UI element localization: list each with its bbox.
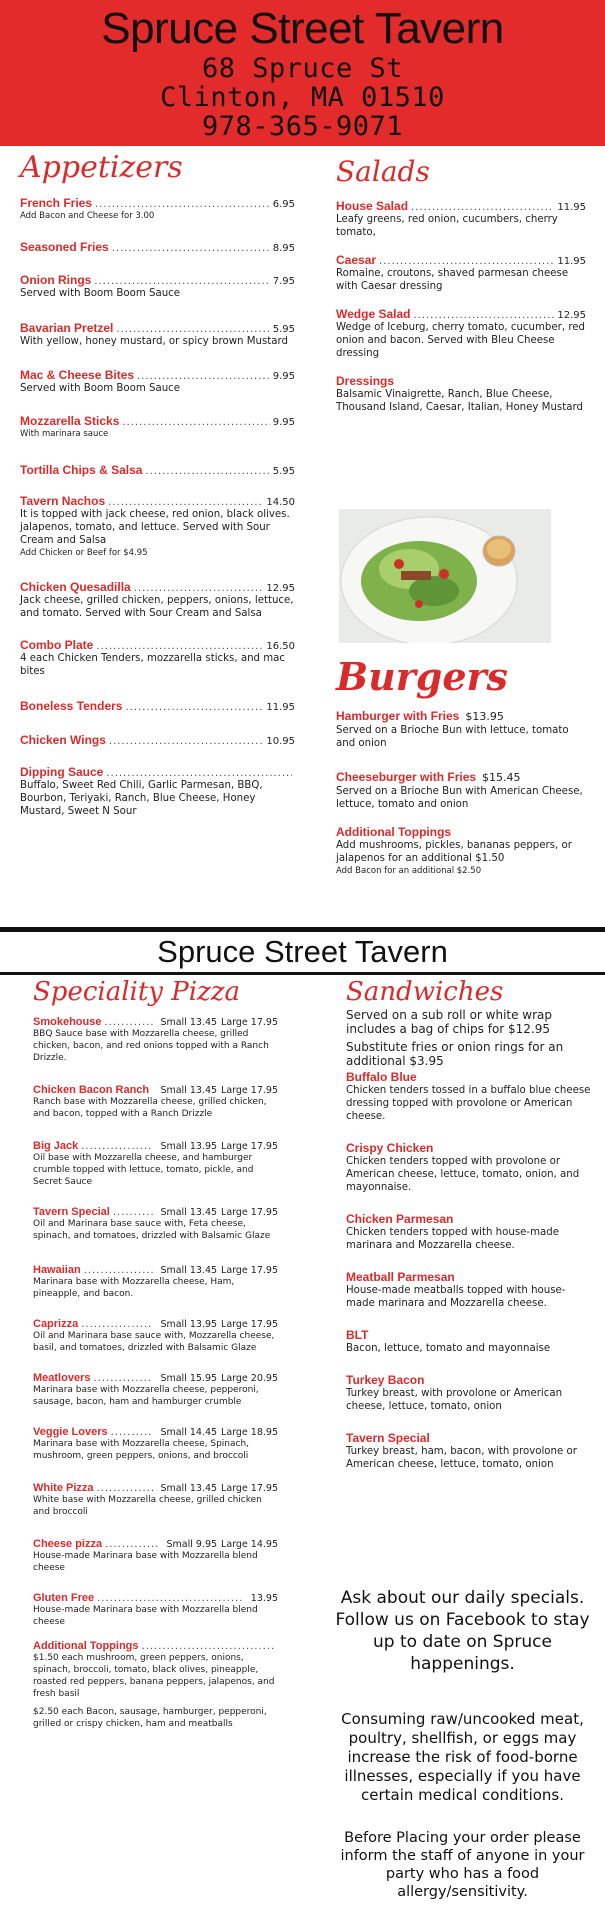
pizza-name: Hawaiian — [33, 1264, 81, 1276]
menu-item-description: Served with Boom Boom Sauce — [20, 288, 181, 299]
pizza-toppings-desc2: $2.50 each Bacon, sausage, hamburger, pepperoni, grilled or crispy chicken, ham and meatballs — [33, 1707, 267, 1729]
sandwich-name: Crispy Chicken — [346, 1141, 434, 1155]
menu-item-description: Served with Boom Boom Sauce — [20, 383, 181, 394]
pizza-item-row — [33, 1538, 278, 1550]
pizza-item — [33, 1426, 278, 1462]
salad-item — [336, 199, 586, 239]
sandwich-intro: Served on a sub roll or white wrap includes a bag of chips for $12.95 — [346, 1008, 553, 1036]
menu-item-description: It is topped with jack cheese, red onion, black olives. jalapenos, tomato, and lettuce. Served with Sour Cream and Salsa — [20, 509, 290, 546]
menu-item-name: Mozzarella Sticks — [20, 414, 120, 428]
menu-item-row — [20, 196, 295, 210]
menu-item-note: Add Chicken or Beef for $4.95 — [20, 548, 148, 558]
pizza-title: Speciality Pizza — [33, 977, 240, 1007]
pizza-small-price: Small 15.95 — [160, 1373, 218, 1384]
leader-dots — [116, 324, 269, 335]
pizza-name: Meatlovers — [33, 1372, 91, 1384]
pizza-name: Smokehouse — [33, 1016, 102, 1028]
burgers-title: Burgers — [336, 654, 508, 699]
pizza-small-price: Small 13.45 — [160, 1017, 218, 1028]
menu-item — [20, 240, 295, 254]
pizza-name: Chicken Bacon Ranch — [33, 1084, 150, 1096]
sandwich-name: Buffalo Blue — [346, 1070, 417, 1084]
menu-item — [20, 699, 295, 713]
specials-note: Ask about our daily specials. Follow us on Facebook to stay up to date on Spruce happenings. — [335, 1588, 590, 1674]
burgers-section — [336, 655, 586, 877]
menu-item-row — [20, 765, 295, 779]
sandwich-name: Chicken Parmesan — [346, 1212, 454, 1226]
menu-item-price: 11.95 — [266, 702, 295, 713]
sandwich-name: Meatball Parmesan — [346, 1270, 455, 1284]
pizza-item-row — [33, 1140, 278, 1152]
pizza-large-price: 13.95 — [250, 1593, 278, 1604]
leader-dots — [81, 1141, 153, 1152]
pizza-item-row — [33, 1318, 278, 1330]
menu-item-price: 5.95 — [272, 324, 295, 335]
pizza-item-row — [33, 1206, 278, 1218]
pizza-toppings-desc: $1.50 each mushroom, green peppers, onions, spinach, broccoli, tomato, black olives, pineapple, roasted red peppers, banana peppers, jalapenos, and fresh basil — [33, 1653, 275, 1699]
menu-item-price: 6.95 — [272, 199, 295, 210]
pizza-description: Ranch base with Mozzarella cheese, grilled chicken, and bacon, topped with a Ranch Drizzle — [33, 1097, 267, 1119]
salad-item-row — [336, 199, 586, 213]
menu-item-price: 12.95 — [266, 583, 295, 594]
salad-price: 11.95 — [557, 256, 586, 267]
leader-dots — [137, 371, 270, 382]
menu-item — [20, 414, 295, 440]
menu-item-name: Boneless Tenders — [20, 699, 123, 713]
pizza-name: White Pizza — [33, 1482, 94, 1494]
leader-dots — [122, 417, 269, 428]
leader-dots — [97, 1483, 154, 1494]
menu-item-description: With yellow, honey mustard, or spicy brown Mustard — [20, 336, 289, 347]
menu-item-price: 5.95 — [272, 466, 295, 477]
menu-item — [20, 463, 295, 477]
leader-dots — [108, 497, 263, 508]
salad-item-row — [336, 253, 586, 267]
appetizers-title: Appetizers — [20, 150, 183, 185]
pizza-item-row — [33, 1372, 278, 1384]
leader-dots — [93, 1373, 153, 1384]
pizza-item — [33, 1592, 278, 1628]
burger-price: $13.95 — [465, 710, 504, 723]
sandwich-item — [346, 1141, 591, 1194]
menu-item — [20, 580, 295, 620]
pizza-large-price: Large 17.95 — [221, 1483, 278, 1494]
pizza-item-row — [33, 1264, 278, 1276]
pizza-large-price: Large 14.95 — [221, 1539, 278, 1550]
leader-dots — [411, 202, 554, 213]
salad-image-icon — [339, 509, 551, 643]
sandwich-substitute: Substitute fries or onion rings for an additional $3.95 — [346, 1040, 564, 1068]
pizza-small-price: Small 14.45 — [160, 1427, 218, 1438]
pizza-description: Oil and Marinara base sauce with, Feta cheese, spinach, and tomatoes, drizzled with Balsamic Glaze — [33, 1219, 271, 1241]
menu-item — [20, 321, 295, 348]
sandwich-item — [346, 1373, 591, 1413]
pizza-item — [33, 1318, 278, 1354]
menu-item-price: 9.95 — [272, 371, 295, 382]
menu-item-row — [20, 733, 295, 747]
leader-dots — [145, 466, 269, 477]
salad-item — [336, 307, 586, 360]
menu-item-price: 7.95 — [272, 276, 295, 287]
menu-item-row — [20, 638, 295, 652]
menu-item-row — [20, 494, 295, 508]
second-restaurant-name: Spruce Street Tavern — [157, 934, 448, 969]
menu-item-price: 16.50 — [266, 641, 295, 652]
pizza-large-price: Large 17.95 — [221, 1017, 278, 1028]
menu-item-price: 8.95 — [272, 243, 295, 254]
menu-item-row — [20, 368, 295, 382]
pizza-toppings-heading-row — [33, 1640, 278, 1652]
leader-dots — [97, 1593, 244, 1604]
top-divider — [0, 927, 605, 932]
burger-description: Served on a Brioche Bun with American Cheese, lettuce, tomato and onion — [336, 786, 583, 810]
leader-dots — [111, 1427, 154, 1438]
burger-description: Served on a Brioche Bun with lettuce, tomato and onion — [336, 725, 569, 749]
leader-dots — [96, 641, 263, 652]
salad-price: 11.95 — [557, 202, 586, 213]
leader-dots — [125, 702, 263, 713]
header-banner — [0, 0, 605, 146]
menu-item-name: French Fries — [20, 196, 93, 210]
city-address: Clinton, MA 01510 — [160, 82, 445, 113]
menu-item-row — [20, 580, 295, 594]
phone-number[interactable]: 978-365-9071 — [201, 111, 404, 142]
menu-item — [20, 196, 295, 222]
menu-item — [20, 273, 295, 300]
burger-price: $15.45 — [482, 771, 521, 784]
sandwich-item — [346, 1270, 591, 1310]
leader-dots — [134, 583, 264, 594]
leader-dots — [105, 1539, 159, 1550]
pizza-item-row — [33, 1426, 278, 1438]
pizza-description: Oil base with Mozzarella cheese, and hamburger crumble topped with lettuce, tomato, pickle, and Secret Sauce — [33, 1153, 254, 1187]
menu-item-name: Chicken Quesadilla — [20, 580, 131, 594]
menu-item-note: Add Bacon and Cheese for 3.00 — [20, 211, 155, 221]
pizza-name: Gluten Free — [33, 1592, 95, 1604]
pizza-item-row — [33, 1016, 278, 1028]
dressings-heading: Dressings — [336, 374, 395, 388]
menu-item-name: Tavern Nachos — [20, 494, 106, 508]
dressings-list: Balsamic Vinaigrette, Ranch, Blue Cheese, Thousand Island, Caesar, Italian, Honey Mustard — [336, 389, 583, 413]
leader-dots — [84, 1265, 154, 1276]
sandwich-item — [346, 1212, 591, 1252]
pizza-small-price: Small 13.45 — [160, 1265, 218, 1276]
burger-toppings-desc: Add mushrooms, pickles, bananas peppers, or jalapenos for an additional $1.50 — [336, 840, 572, 864]
sandwich-description: Chicken tenders topped with house-made marinara and Mozzarella cheese. — [346, 1227, 559, 1251]
leader-dots — [109, 736, 263, 747]
pizza-description: House-made Marinara base with Mozzarella blend cheese — [33, 1605, 258, 1627]
pizza-item-row — [33, 1084, 278, 1096]
burger-item — [336, 766, 586, 811]
pizza-name: Cheese pizza — [33, 1538, 103, 1550]
pizza-description: House-made Marinara base with Mozzarella blend cheese — [33, 1551, 258, 1573]
menu-item — [20, 638, 295, 678]
pizza-large-price: Large 17.95 — [221, 1141, 278, 1152]
menu-item-name: Combo Plate — [20, 638, 94, 652]
pizza-item — [33, 1372, 278, 1408]
sandwich-description: Turkey breast, with provolone or American cheese, lettuce, tomato, onion — [346, 1388, 563, 1412]
burger-toppings-heading: Additional Toppings — [336, 825, 452, 839]
salad-name: Wedge Salad — [336, 307, 411, 321]
pizza-description: Marinara base with Mozzarella cheese, pepperoni, sausage, bacon, ham and hamburger crumble — [33, 1385, 259, 1407]
menu-item — [20, 765, 295, 818]
menu-item-price: 10.95 — [266, 736, 295, 747]
salad-name: Caesar — [336, 253, 377, 267]
pizza-name: Caprizza — [33, 1318, 79, 1330]
menu-item-price: 14.50 — [266, 497, 295, 508]
menu-item-row — [20, 273, 295, 287]
pizza-item-row — [33, 1592, 278, 1604]
menu-item-name: Onion Rings — [20, 273, 92, 287]
burger-item-row — [336, 766, 586, 785]
sandwich-description: Chicken tenders topped with provolone or American cheese, lettuce, tomato, onion, and mayonnaise. — [346, 1156, 580, 1193]
leader-dots — [413, 310, 554, 321]
street-address: 68 Spruce St — [201, 53, 404, 84]
menu-item-note: With marinara sauce — [20, 429, 109, 439]
leader-dots — [152, 1085, 153, 1096]
pizza-large-price: Large 17.95 — [221, 1085, 278, 1096]
pizza-small-price: Small 13.45 — [160, 1085, 218, 1096]
leader-dots — [106, 768, 292, 779]
salad-item — [336, 253, 586, 293]
pizza-item-row — [33, 1482, 278, 1494]
burger-item — [336, 705, 586, 750]
menu-item-name: Seasoned Fries — [20, 240, 109, 254]
salad-name: House Salad — [336, 199, 409, 213]
sandwich-description: Bacon, lettuce, tomato and mayonnaise — [346, 1343, 551, 1354]
leader-dots — [104, 1017, 153, 1028]
pizza-item — [33, 1140, 278, 1188]
pizza-item — [33, 1206, 278, 1242]
sandwich-name: Turkey Bacon — [346, 1373, 425, 1387]
sandwich-item — [346, 1328, 591, 1355]
pizza-small-price: Small 9.95 — [166, 1539, 218, 1550]
pizza-description: Marinara base with Mozzarella cheese, Ham, pineapple, and bacon. — [33, 1277, 235, 1299]
sandwich-name: BLT — [346, 1328, 369, 1342]
food-safety-warning: Consuming raw/uncooked meat, poultry, shellfish, or eggs may increase the risk of food-borne illnesses, especially if you have certain medical conditions. — [341, 1710, 584, 1804]
menu-item-description: Jack cheese, grilled chicken, peppers, onions, lettuce, and tomato. Served with Sour Cream and Salsa — [20, 595, 294, 619]
leader-dots — [112, 243, 270, 254]
sandwich-name: Tavern Special — [346, 1431, 430, 1445]
salads-section — [336, 155, 586, 414]
pizza-section — [33, 976, 278, 1730]
pizza-name: Big Jack — [33, 1140, 79, 1152]
menu-item-name: Mac & Cheese Bites — [20, 368, 135, 382]
pizza-small-price: Small 13.45 — [160, 1207, 218, 1218]
pizza-large-price: Large 17.95 — [221, 1265, 278, 1276]
salad-description: Leafy greens, red onion, cucumbers, cherry tomato, — [336, 214, 558, 238]
sandwich-description: Turkey breast, ham, bacon, with provolone or American cheese, lettuce, tomato, onion — [346, 1446, 577, 1470]
menu-item — [20, 733, 295, 747]
appetizers-section — [20, 150, 295, 818]
pizza-toppings-heading: Additional Toppings — [33, 1640, 139, 1652]
salad-description: Romaine, croutons, shaved parmesan cheese with Caesar dressing — [336, 268, 569, 292]
menu-item — [20, 368, 295, 395]
sandwich-item — [346, 1431, 591, 1471]
pizza-item — [33, 1482, 278, 1518]
menu-item-description: Buffalo, Sweet Red Chili, Garlic Parmesan, BBQ, Bourbon, Teriyaki, Ranch, Blue Cheese, Honey Mustard, Sweet N Sour — [20, 780, 263, 817]
sandwich-description: Chicken tenders tossed in a buffalo blue cheese dressing topped with provolone or American cheese. — [346, 1085, 591, 1122]
leader-dots — [379, 256, 554, 267]
bottom-divider — [0, 972, 605, 975]
salad-price: 12.95 — [557, 310, 586, 321]
pizza-description: BBQ Sauce base with Mozzarella cheese, grilled chicken, bacon, and red onions topped with a Ranch Drizzle. — [33, 1029, 269, 1063]
leader-dots — [95, 199, 270, 210]
menu-item-row — [20, 463, 295, 477]
sandwich-item — [346, 1070, 591, 1123]
leader-dots — [94, 276, 269, 287]
burger-toppings-bacon: Add Bacon for an additional $2.50 — [336, 866, 482, 876]
pizza-item — [33, 1538, 278, 1574]
burger-name: Hamburger with Fries — [336, 709, 460, 723]
menu-item-description: 4 each Chicken Tenders, mozzarella sticks, and mac bites — [20, 653, 286, 677]
sandwiches-section — [346, 976, 591, 1471]
salad-item-row — [336, 307, 586, 321]
pizza-small-price: Small 13.95 — [160, 1319, 218, 1330]
pizza-name: Tavern Special — [33, 1206, 110, 1218]
pizza-description: Oil and Marinara base sauce with, Mozzarella cheese, basil, and tomatoes, drizzled with Balsamic Glaze — [33, 1331, 275, 1353]
pizza-item — [33, 1264, 278, 1300]
pizza-large-price: Large 17.95 — [221, 1207, 278, 1218]
pizza-small-price: Small 13.95 — [160, 1141, 218, 1152]
menu-item-row — [20, 699, 295, 713]
menu-item-name: Tortilla Chips & Salsa — [20, 463, 143, 477]
pizza-description: Marinara base with Mozzarella cheese, Spinach, mushroom, green peppers, onions, and broccoli — [33, 1439, 250, 1461]
salad-photo — [339, 509, 551, 643]
burger-item-row — [336, 705, 586, 724]
pizza-small-price: Small 13.45 — [160, 1483, 218, 1494]
pizza-large-price: Large 18.95 — [221, 1427, 278, 1438]
menu-item-name: Dipping Sauce — [20, 765, 104, 779]
leader-dots — [81, 1319, 153, 1330]
menu-item-price: 9.95 — [272, 417, 295, 428]
pizza-large-price: Large 17.95 — [221, 1319, 278, 1330]
menu-item-name: Bavarian Pretzel — [20, 321, 114, 335]
leader-dots — [113, 1207, 154, 1218]
pizza-name: Veggie Lovers — [33, 1426, 108, 1438]
menu-item-row — [20, 321, 295, 335]
restaurant-name: Spruce Street Tavern — [101, 4, 504, 53]
allergy-note: Before Placing your order please inform the staff of anyone in your party who has a food allergy/sensitivity. — [340, 1830, 585, 1900]
burger-name: Cheeseburger with Fries — [336, 770, 477, 784]
menu-item — [20, 494, 295, 559]
sandwich-description: House-made meatballs topped with house-made marinara and Mozzarella cheese. — [346, 1285, 566, 1309]
pizza-item — [33, 1084, 278, 1120]
pizza-item — [33, 1016, 278, 1064]
pizza-description: White base with Mozzarella cheese, grilled chicken and broccoli — [33, 1495, 262, 1517]
salad-description: Wedge of Iceburg, cherry tomato, cucumber, red onion and bacon. Served with Bleu Cheese dressing — [336, 322, 586, 359]
sandwiches-title: Sandwiches — [346, 977, 504, 1007]
menu-item-name: Chicken Wings — [20, 733, 106, 747]
salads-title: Salads — [336, 155, 430, 188]
menu-item-row — [20, 414, 295, 428]
pizza-large-price: Large 20.95 — [221, 1373, 278, 1384]
menu-item-row — [20, 240, 295, 254]
